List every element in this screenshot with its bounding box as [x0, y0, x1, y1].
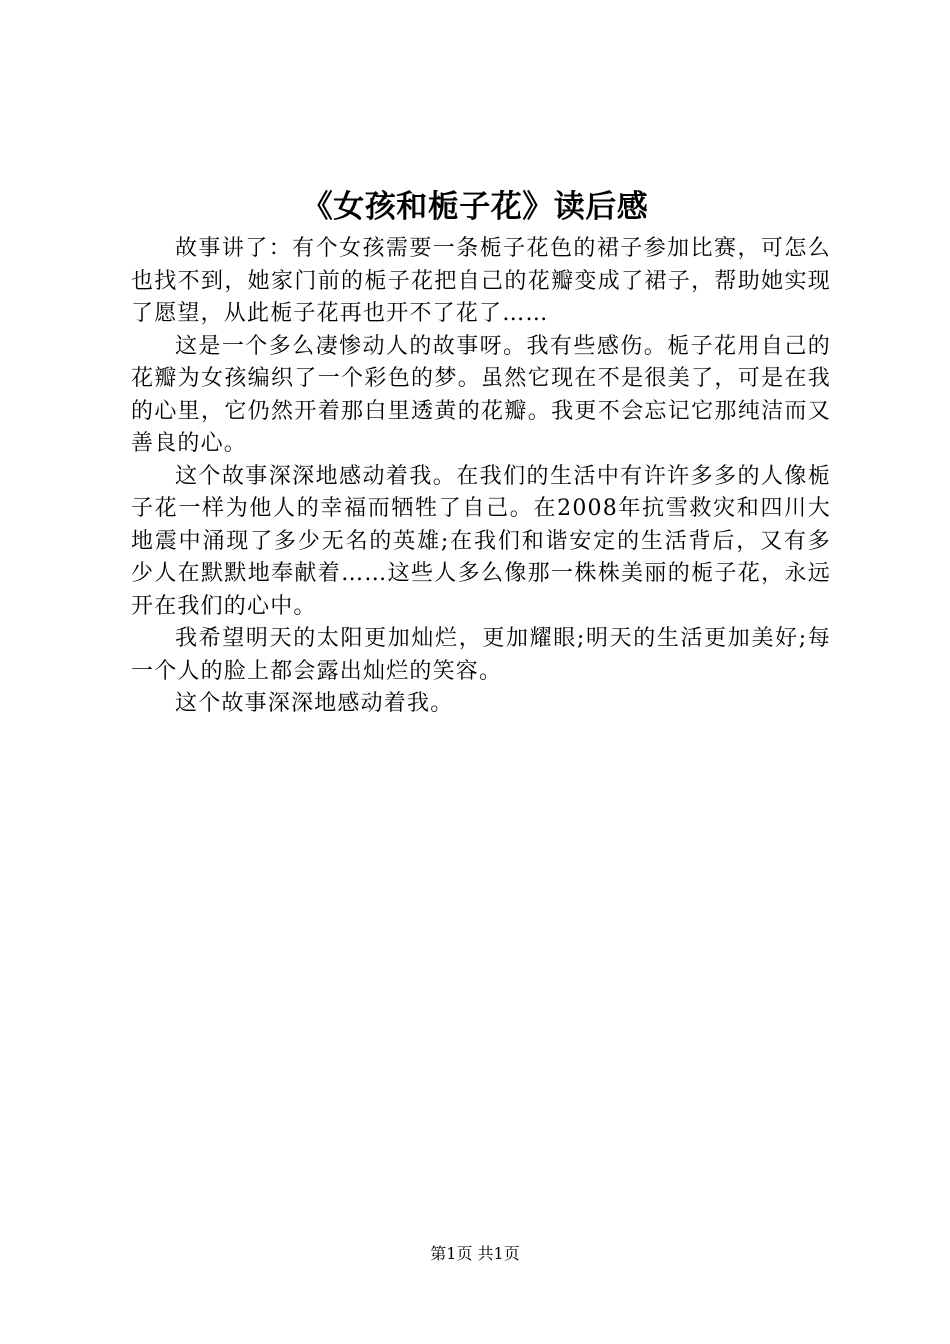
paragraph-4: 我希望明天的太阳更加灿烂，更加耀眼;明天的生活更加美好;每一个人的脸上都会露出灿烂的笑容。	[131, 626, 831, 684]
page-footer: 第1页 共1页	[430, 1244, 520, 1263]
paragraph-5: 这个故事深深地感动着我。	[175, 691, 454, 716]
document-body	[131, 233, 831, 721]
document-title: 《女孩和栀子花》读后感	[301, 189, 649, 225]
paragraph-1: 故事讲了：有个女孩需要一条栀子花色的裙子参加比赛，可怎么也找不到，她家门前的栀子花把自己的花瓣变成了裙子，帮助她实现了愿望，从此栀子花再也开不了花了……	[131, 236, 831, 326]
paragraph-2: 这是一个多么凄惨动人的故事呀。我有些感伤。栀子花用自己的花瓣为女孩编织了一个彩色的梦。虽然它现在不是很美了，可是在我的心里，它仍然开着那白里透黄的花瓣。我更不会忘记它那纯洁而又善良的心。	[131, 333, 831, 456]
paragraph-3: 这个故事深深地感动着我。在我们的生活中有许许多多的人像栀子花一样为他人的幸福而牺牲了自己。在2008年抗雪救灾和四川大地震中涌现了多少无名的英雄;在我们和谐安定的生活背后，又有多少人在默默地奉献着……这些人多么像那一株株美丽的栀子花，永远开在我们的心中。	[131, 463, 831, 619]
